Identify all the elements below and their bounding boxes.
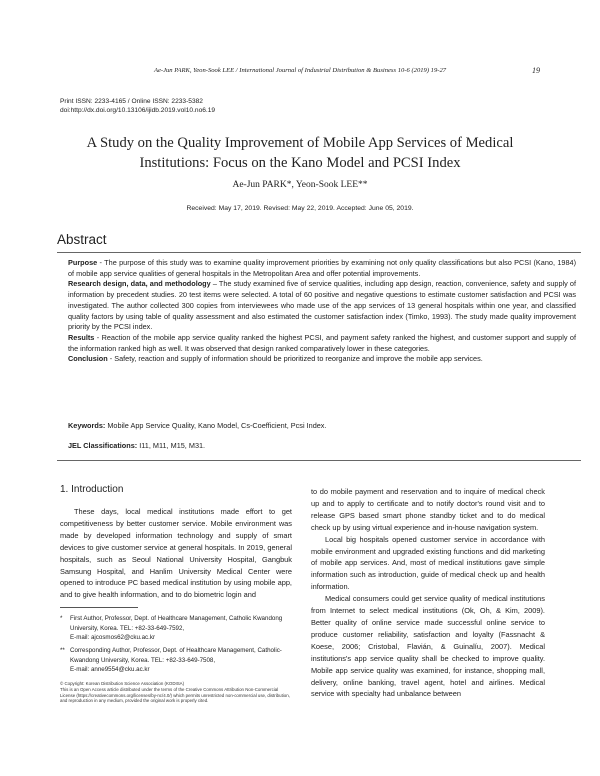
conclusion-text: - Safety, reaction and supply of information should be prioritized to reorganize and improve the mobile app services.	[107, 354, 483, 364]
footnote-corresponding-author	[60, 646, 292, 675]
paper-title	[60, 133, 540, 173]
abstract-purpose	[68, 258, 576, 279]
jel-label: JEL Classifications:	[68, 441, 138, 450]
intro-paragraph-1: These days, local medical institutions made effort to get competitiveness by better customer service. Mobile environment was made by developed information technology and supply of smart devices to give customer service at general hospitals. In 2019, general hospitals, such as Seoul National University Hospital, Gangbuk Samsung Hospital, and Hanlim University Medical Center were opened to introduce PC based medical institution by using mobile app, and to give health information, and to do biometric login and	[60, 507, 292, 600]
footnote-rule	[60, 607, 138, 608]
issn-line: Print ISSN: 2233-4165 / Online ISSN: 2233-5382	[60, 98, 203, 105]
results-text: - Reaction of the mobile app service quality ranked the highest PCSI, and payment safety ranked the highest, and customer support and supply of the information ranked high as well. It was observed that design ranked comparatively lower in these categories.	[68, 332, 576, 353]
design-text: – The study examined five of service qualities, including app design, reaction, convenience, safety and supply of information by precedent studies. 20 test items were selected. A total of 60 positive and negative questions to estimate customer satisfaction and PCSI was investigated. The author collected 300 copies from interviewees who made use of the app services of 13 general hospitals within one year, and classified quality factors by using table of quality assessment and also estimated the customer satisfaction index (Timko, 1993). The study made quality improvement priority by the PCSI index.	[68, 279, 576, 332]
copyright-notice	[60, 681, 292, 704]
title-line-1: A Study on the Quality Improvement of Mobile App Services of Medical	[86, 135, 514, 151]
results-label: Results	[68, 332, 95, 342]
intro-paragraph-continued: to do mobile payment and reservation and to inquire of medical check up and to apply to certificate and to notify doctor's round visit and to release GPS based smart phone standby ticket and to do medical check up by using virtual experience and in-house navigation system.	[311, 487, 545, 532]
section-heading-introduction: 1. Introduction	[60, 484, 124, 495]
received-dates: Received: May 17, 2019. Revised: May 22, 2019. Accepted: June 05, 2019.	[186, 205, 414, 212]
abstract-design	[68, 279, 576, 333]
author-line: Ae-Jun PARK*, Yeon-Sook LEE**	[232, 180, 368, 190]
purpose-label: Purpose	[68, 258, 98, 267]
intro-paragraph-2: Local big hospitals opened customer service in accordance with mobile environment and upgraded existing functions and did marketing of mobile app services. And, most of medical institutions gave simple information such as introduction, guide of medical check up and health information.	[311, 534, 545, 592]
footnote-mark: **	[60, 647, 65, 654]
abstract-bottom-rule	[57, 460, 581, 461]
keywords	[68, 421, 327, 430]
copyright-line: © Copyright: Korean Distribution Science Association (KODISA)	[60, 681, 185, 686]
footnote-text: First Author, Professor, Dept. of Healthcare Management, Catholic Kwandong University, Korea. TEL: +82-33-649-7592,	[70, 615, 283, 632]
license-text: This is an Open Access article distributed under the terms of the Creative Commons Attribution Non-Commercial License (https://creativecommons.org/licenses/by-nc/4.0/) which permits unrestricted non-commercial use, distribution, and reproduction in any medium, provided the original work is properly cited.	[60, 686, 290, 704]
keywords-text: Mobile App Service Quality, Kano Model, Cs-Coefficient, Pcsi Index.	[105, 421, 327, 430]
abstract-conclusion	[68, 354, 576, 365]
footnote-mark: *	[60, 615, 63, 622]
running-head: Ae-Jun PARK, Yeon-Sook LEE / International Journal of Industrial Distribution & Business 10-6 (2019) 19-27	[153, 67, 447, 74]
keywords-label: Keywords:	[68, 421, 106, 430]
footnote-first-author	[60, 614, 292, 643]
abstract-top-rule	[57, 252, 581, 253]
issn-block	[60, 98, 215, 115]
abstract-body	[68, 258, 576, 365]
intro-paragraph-3: Medical consumers could get service quality of medical institutions from Internet to select medical institutions (Ok, Oh, & Kim, 2009). Better quality of online service made successful online service to produce customer reliability, satisfaction and loyalty (Fassnacht & Koese, 2006; Cristobal, Flavián, & Guinalíu, 2007). Medical institutions's app service quality shall be checked to improve quality. Mobile app service quality was examined, for instance, shopping mall, delivery, online banking, travel agent, hotel and airlines. Medical service with specialty had unbalance between	[311, 594, 545, 699]
doi-line: doi:http://dx.doi.org/10.13106/ijidb.2019.vol10.no6.19	[60, 106, 216, 114]
jel-text: I11, M11, M15, M31.	[137, 441, 206, 450]
footnote-email: E-mail: anne9554@cku.ac.kr	[70, 666, 150, 674]
footnote-email: E-mail: ajcosmos62@cku.ac.kr	[70, 634, 156, 642]
abstract-heading: Abstract	[57, 232, 107, 247]
jel-classifications	[68, 441, 205, 450]
purpose-text: - The purpose of this study was to examine quality improvement priorities by examining not only quality classifications but also PCSI (Kano, 1984) of mobile app service qualities of general hospitals in the Metropolitan Area and offer potential improvements.	[68, 258, 576, 278]
page-number: 19	[532, 66, 540, 75]
title-line-2: Institutions: Focus on the Kano Model and PCSI Index	[139, 155, 461, 171]
abstract-results	[68, 333, 576, 354]
right-column	[311, 486, 545, 700]
conclusion-label: Conclusion	[68, 354, 108, 364]
footnote-text: Corresponding Author, Professor, Dept. of Healthcare Management, Catholic-Kwandong University, Korea. TEL: +82-33-649-7508,	[70, 647, 282, 664]
left-column	[60, 506, 292, 601]
design-label: Research design, data, and methodology	[68, 279, 211, 289]
